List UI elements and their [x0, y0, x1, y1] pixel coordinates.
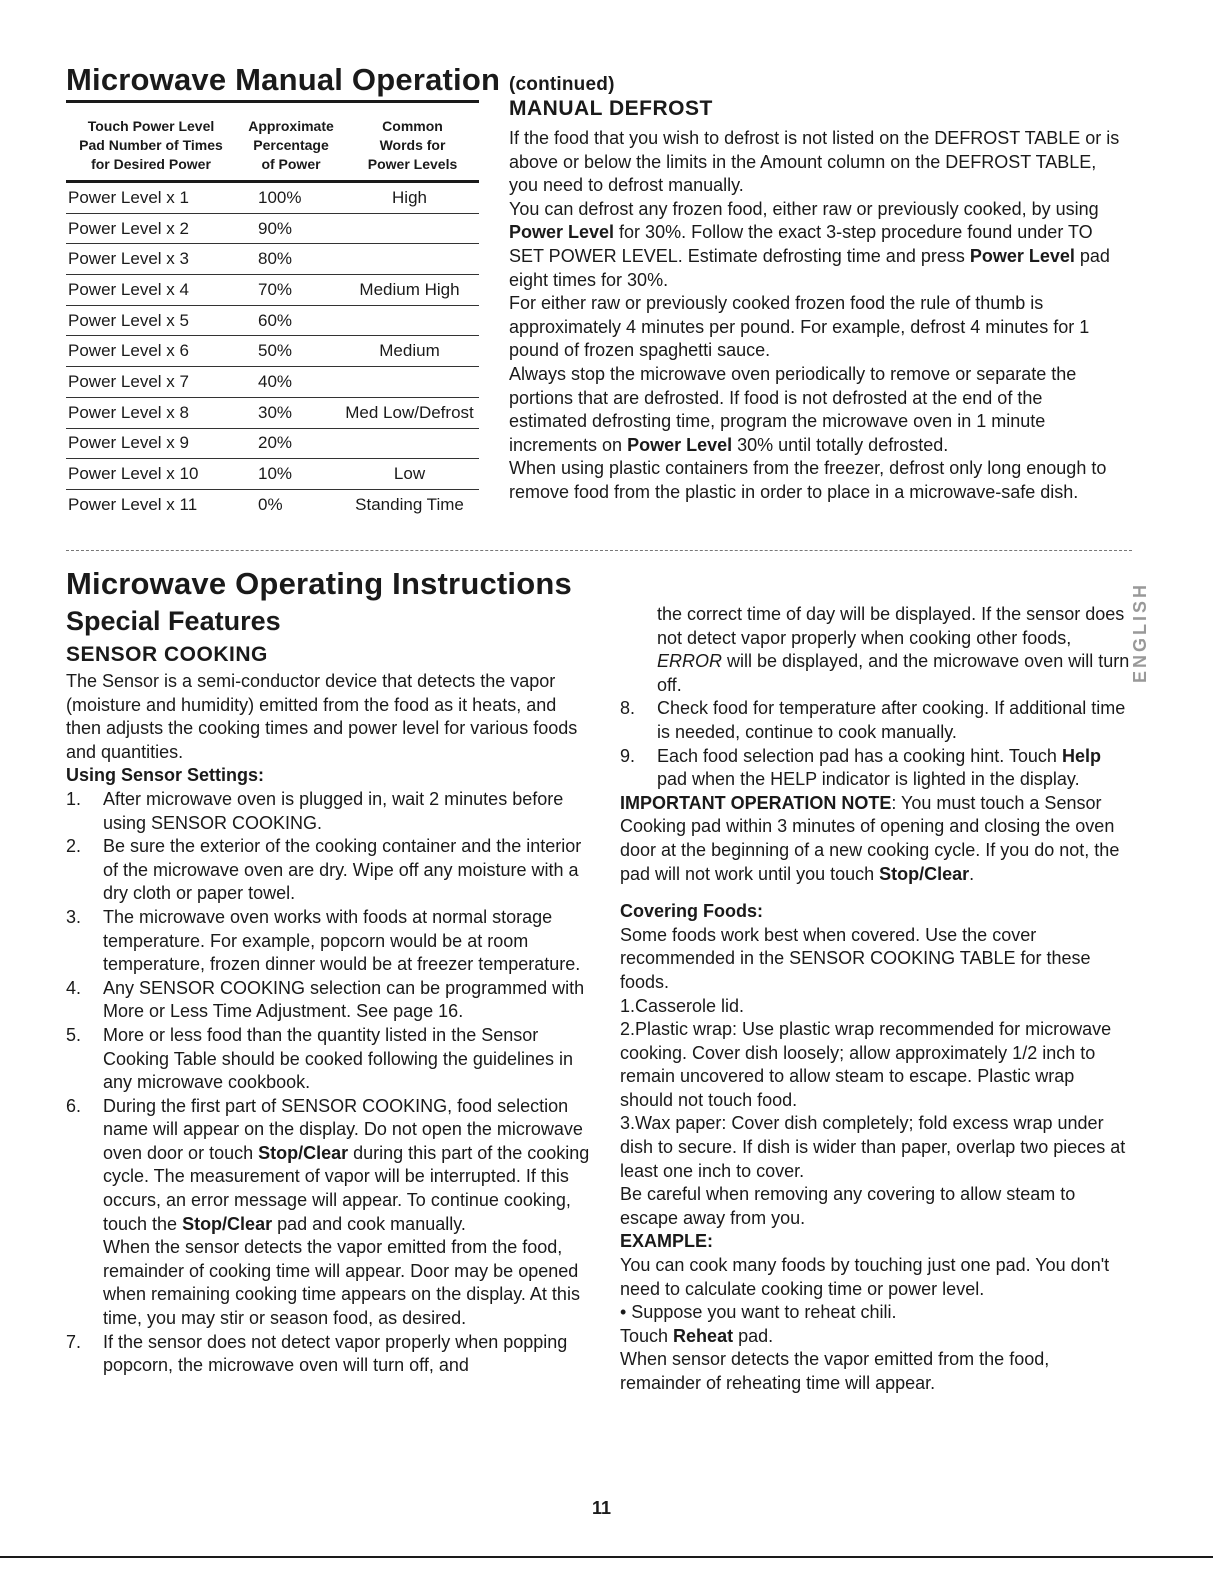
list-item: 6. During the first part of SENSOR COOKING, food selection name will appear on the display. Do not open the microwave oven door or touch Stop/Clear during this part of the cooking cycle. The measurement of vapor will be interrupted. If this occurs, an error message will appear. To continue cooking, touch the Stop/Clear pad and cook manually. When the sensor detects the vapor emitted from the food, remainder of cooking time will appear. Door may be opened when remaining cooking time appears on the display. At this time, you may stir or season food, as desired. [66, 1095, 590, 1329]
table-row: Power Level x 2 90% [66, 214, 479, 245]
continued-label: (continued) [508, 74, 615, 95]
important-note: IMPORTANT OPERATION NOTE: You must touch a Sensor Cooking pad within 3 minutes of opening and closing the oven door at the beginning of a new cooking cycle. If you do not, the pad will not work until you touch Stop/Clear. [620, 792, 1120, 884]
example-bullet: • Suppose you want to reheat chili. [620, 1302, 897, 1323]
list-item: 8. Check food for temperature after cooking. If additional time is needed, continue to cook manually. [620, 698, 1126, 742]
list-item: 5. More or less food than the quantity listed in the Sensor Cooking Table should be cooked following the guidelines in any microwave cookbook. [66, 1024, 573, 1093]
table-body [66, 183, 479, 521]
table-row: Power Level x 1 100% High [66, 183, 479, 214]
power-level-table [66, 100, 479, 521]
defrost-paragraph: Always stop the microwave oven periodically to remove or separate the portions that are defrosted. If food is not defrosted at the end of the estimated defrosting time, program the microwave oven in 1 minute increments on Power Level 30% until totally defrosted. [509, 363, 1077, 455]
title-text: Microwave Manual Operation [66, 62, 501, 97]
table-row: Power Level x 3 80% [66, 244, 479, 275]
example-heading: EXAMPLE: [620, 1231, 714, 1252]
table-row: Power Level x 7 40% [66, 367, 479, 398]
defrost-paragraph: You can defrost any frozen food, either raw or previously cooked, by using Power Level for 30%. Follow the exact 3-step procedure found under TO SET POWER LEVEL. Estimate defrosting time and press Power Level pad eight times for 30%. [509, 198, 1110, 290]
page-number: 11 [592, 1498, 612, 1518]
example-touch: Touch Reheat pad. [620, 1325, 774, 1346]
table-row: Power Level x 10 10% Low [66, 459, 479, 490]
operating-instructions-title: Microwave Operating Instructions [66, 566, 572, 601]
table-row: Power Level x 5 60% [66, 306, 479, 337]
covering-item-2: 2.Plastic wrap: Use plastic wrap recommended for microwave cooking. Cover dish loosely; allow approximately 1/2 inch to remain uncovered to allow steam to escape. Plastic wrap should not touch food. [620, 1019, 1112, 1110]
covering-item-3: 3.Wax paper: Cover dish completely; fold excess wrap under dish to secure. If dish is wider than paper, overlap two pieces at least one inch to cover. [620, 1113, 1126, 1181]
sensor-steps-list-continued [620, 603, 1130, 792]
using-sensor-heading: Using Sensor Settings: [66, 765, 265, 786]
list-item: 3. The microwave oven works with foods at normal storage temperature. For example, popcorn would be at room temperature, frozen dinner would be at freezer temperature. [66, 906, 581, 975]
language-side-label: ENGLISH [1130, 582, 1150, 684]
list-item: 4. Any SENSOR COOKING selection can be programmed with More or Less Time Adjustment. See page 16. [66, 977, 585, 1022]
header-percentage: Approximate Percentage of Power [248, 118, 334, 172]
defrost-paragraph: If the food that you wish to defrost is not listed on the DEFROST TABLE or is above or below the limits in the Amount column on the DEFROST TABLE, you need to defrost manually. [509, 128, 1120, 196]
example-intro: You can cook many foods by touching just one pad. You don't need to calculate cooking time or power level. [620, 1255, 1110, 1299]
example-end: When sensor detects the vapor emitted from the food, remainder of reheating time will appear. [620, 1349, 1050, 1393]
defrost-paragraph: For either raw or previously cooked frozen food the rule of thumb is approximately 4 minutes per pound. For example, defrost 4 minutes for 1 pound of frozen spaghetti sauce. [509, 293, 1090, 361]
covering-careful: Be careful when removing any covering to allow steam to escape away from you. [620, 1184, 1076, 1228]
sensor-intro: The Sensor is a semi-conductor device that detects the vapor (moisture and humidity) emitted from the food as it heats, and then adjusts the cooking times and power level for various foods and quantities. [66, 671, 578, 762]
list-item: 7. If the sensor does not detect vapor properly when popping popcorn, the microwave oven will turn off, and [66, 1331, 568, 1376]
table-header [66, 103, 479, 180]
sensor-cooking-heading: SENSOR COOKING [66, 643, 268, 666]
special-features-heading: Special Features [66, 606, 281, 636]
table-row: Power Level x 9 20% [66, 429, 479, 460]
manual-defrost-heading: MANUAL DEFROST [509, 97, 713, 120]
list-item: 9. Each food selection pad has a cooking hint. Touch Help pad when the HELP indicator is lighted in the display. [620, 745, 1101, 790]
covering-intro: Some foods work best when covered. Use the cover recommended in the SENSOR COOKING TABLE for these foods. [620, 924, 1091, 992]
covering-item-1: 1.Casserole lid. [620, 995, 745, 1016]
list-item: 1. After microwave oven is plugged in, wait 2 minutes before using SENSOR COOKING. [66, 788, 564, 833]
table-row: Power Level x 11 0% Standing Time [68, 495, 464, 515]
defrost-paragraph: When using plastic containers from the freezer, defrost only long enough to remove food from the plastic in order to place in a microwave-safe dish. [509, 458, 1107, 502]
list-item: 2. Be sure the exterior of the cooking container and the interior of the microwave oven are dry. Wipe off any moisture with a dry cloth or paper towel. [66, 836, 582, 904]
table-row: Power Level x 6 50% Medium [66, 336, 479, 367]
list-item: the correct time of day will be displayed. If the sensor does not detect vapor properly when cooking other foods, ERROR will be displayed, and the microwave oven will turn off. [657, 604, 1130, 695]
sensor-steps-list [66, 788, 596, 1378]
right-column [620, 603, 1130, 1396]
section-divider [66, 550, 1132, 551]
left-column [66, 670, 596, 1378]
manual-operation-title [66, 62, 615, 98]
table-row: Power Level x 8 30% Med Low/Defrost [66, 398, 479, 429]
manual-defrost-text [509, 127, 1124, 505]
header-touch-pad: Touch Power Level Pad Number of Times for Desired Power [79, 118, 223, 172]
table-row: Power Level x 4 70% Medium High [66, 275, 479, 306]
header-common-words: Common Words for Power Levels [367, 118, 458, 172]
covering-foods-heading: Covering Foods: [620, 901, 763, 922]
bottom-rule [0, 1556, 1213, 1558]
